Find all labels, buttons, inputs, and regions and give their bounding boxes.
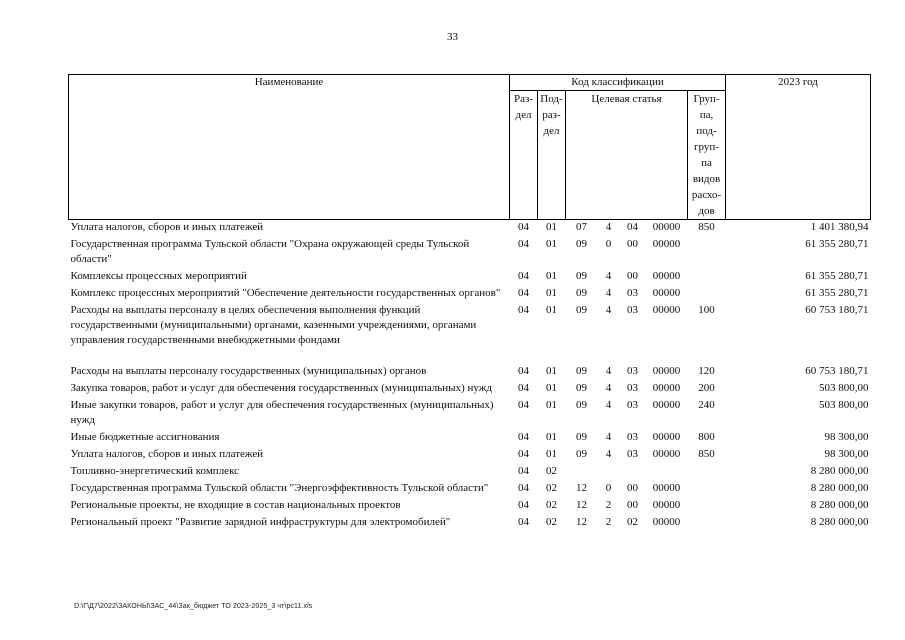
row-target-sub [620, 464, 646, 481]
row-podrazdel: 02 [546, 499, 557, 511]
row-target-sub: 00 [627, 499, 638, 511]
row-name: Государственная программа Тульской области "Энергоэффективность Тульской области" [70, 482, 489, 494]
row-target-sub: 03 [627, 365, 638, 377]
row-target-program: 09 [576, 365, 587, 377]
row-target-program [566, 464, 598, 481]
row-razdel: 04 [518, 304, 529, 316]
row-name: Уплата налогов, сборов и иных платежей [69, 220, 510, 238]
row-podrazdel: 02 [546, 516, 557, 528]
row-target-program: 09 [576, 270, 587, 282]
header-razdel: Раз- дел [510, 91, 538, 220]
row-podrazdel: 01 [546, 382, 557, 394]
row-amount: 8 280 000,00 [810, 465, 869, 477]
row-target-type: 4 [605, 304, 612, 316]
row-target-sub: 03 [627, 382, 638, 394]
row-amount: 60 753 180,71 [805, 304, 869, 316]
row-target-program: 09 [576, 382, 587, 394]
table-row [69, 515, 871, 532]
row-expense-group: 200 [698, 382, 715, 394]
row-target-direction: 00000 [652, 482, 681, 494]
row-name: Закупка товаров, работ и услуг для обеспечения государственных (муниципальных) нужд [70, 382, 492, 394]
row-target-program: 09 [576, 287, 587, 299]
row-name: Иные закупки товаров, работ и услуг для обеспечения государственных (муниципальных) нужд [70, 399, 494, 426]
table-row [69, 481, 871, 498]
row-target-type: 4 [598, 220, 620, 238]
row-podrazdel: 02 [546, 482, 557, 494]
row-expense-group [688, 237, 726, 269]
table-row [69, 286, 871, 303]
row-target-type: 2 [605, 499, 612, 511]
row-razdel: 04 [518, 482, 529, 494]
row-expense-group: 240 [698, 399, 715, 411]
row-target-type: 4 [605, 431, 612, 443]
table-row [69, 430, 871, 447]
row-target-direction: 00000 [652, 431, 681, 443]
row-target-program: 07 [566, 220, 598, 238]
row-amount: 98 300,00 [824, 431, 869, 443]
row-amount: 8 280 000,00 [810, 499, 869, 511]
row-name: Топливно-энергетический комплекс [70, 465, 240, 477]
header-code-group: Код классификации [510, 75, 726, 91]
row-name: Иные бюджетные ассигнования [70, 431, 220, 443]
table-row [69, 220, 871, 238]
row-target-direction [646, 464, 688, 481]
row-target-type: 4 [605, 399, 612, 411]
row-expense-group: 100 [698, 304, 715, 316]
row-target-direction: 00000 [652, 516, 681, 528]
row-name: Расходы на выплаты персоналу государственных (муниципальных) органов [70, 365, 427, 377]
row-expense-group [688, 286, 726, 303]
row-amount: 1 401 380,94 [726, 220, 871, 238]
row-target-sub: 00 [627, 270, 638, 282]
row-target-sub: 00 [627, 482, 638, 494]
row-target-type: 4 [605, 365, 612, 377]
header-target-article: Целевая статья [566, 91, 688, 220]
row-target-sub: 00 [627, 238, 638, 250]
row-amount: 60 753 180,71 [805, 365, 869, 377]
row-name: Уплата налогов, сборов и иных платежей [70, 448, 264, 460]
row-target-program: 09 [576, 399, 587, 411]
row-target-type: 4 [605, 448, 612, 460]
row-amount: 503 800,00 [819, 399, 869, 411]
page-number: 33 [447, 31, 458, 43]
table-row [69, 498, 871, 515]
table-row [69, 364, 871, 381]
row-target-program: 12 [576, 499, 587, 511]
row-podrazdel: 01 [538, 220, 566, 238]
row-target-type: 4 [605, 382, 612, 394]
header-name: Наименование [69, 75, 510, 220]
row-name: Расходы на выплаты персоналу в целях обеспечения выполнения функций государственными (муниципальными) органами, казенными учреждениями, органами управления государственными внебюджетными фондами [70, 304, 477, 346]
row-name: Комплекс процессных мероприятий "Обеспечение деятельности государственных органов" [70, 287, 501, 299]
row-expense-group [688, 464, 726, 481]
row-target-direction: 00000 [652, 399, 681, 411]
row-podrazdel: 02 [546, 465, 557, 477]
row-podrazdel: 01 [546, 448, 557, 460]
row-amount: 503 800,00 [819, 382, 869, 394]
row-target-program: 12 [576, 482, 587, 494]
row-target-sub: 03 [627, 287, 638, 299]
row-target-sub: 04 [620, 220, 646, 238]
row-target-direction: 00000 [652, 365, 681, 377]
row-amount: 61 355 280,71 [805, 287, 869, 299]
row-podrazdel: 01 [546, 238, 557, 250]
row-target-direction: 00000 [652, 448, 681, 460]
row-razdel: 04 [510, 220, 538, 238]
table-row [69, 381, 871, 398]
header-year: 2023 год [726, 75, 871, 220]
row-podrazdel: 01 [546, 431, 557, 443]
row-target-sub: 03 [627, 304, 638, 316]
row-razdel: 04 [518, 287, 529, 299]
row-razdel: 04 [518, 499, 529, 511]
row-target-program: 09 [576, 304, 587, 316]
budget-table [68, 74, 871, 532]
table-row [69, 303, 871, 364]
row-expense-group [688, 269, 726, 286]
row-target-type: 4 [605, 270, 612, 282]
row-podrazdel: 01 [546, 399, 557, 411]
table-row [69, 237, 871, 269]
table-row [69, 398, 871, 430]
header-podrazdel: Под- раз- дел [538, 91, 566, 220]
row-razdel: 04 [518, 448, 529, 460]
row-target-type: 0 [605, 482, 612, 494]
table-row [69, 269, 871, 286]
row-expense-group [688, 498, 726, 515]
row-podrazdel: 01 [546, 365, 557, 377]
row-razdel: 04 [518, 365, 529, 377]
row-razdel: 04 [518, 516, 529, 528]
table-row [69, 447, 871, 464]
row-target-sub: 03 [627, 399, 638, 411]
row-target-sub: 02 [627, 516, 638, 528]
row-amount: 61 355 280,71 [805, 238, 869, 250]
row-target-direction: 00000 [652, 382, 681, 394]
row-name: Государственная программа Тульской области "Охрана окружающей среды Тульской области" [70, 238, 470, 265]
row-target-sub: 03 [627, 448, 638, 460]
row-target-direction: 00000 [652, 304, 681, 316]
row-target-type: 2 [605, 516, 612, 528]
row-amount: 98 300,00 [824, 448, 869, 460]
row-razdel: 04 [518, 270, 529, 282]
row-expense-group: 850 [688, 220, 726, 238]
row-target-direction: 00000 [646, 220, 688, 238]
row-target-program: 12 [576, 516, 587, 528]
row-expense-group: 120 [698, 365, 715, 377]
row-podrazdel: 01 [546, 304, 557, 316]
row-expense-group: 850 [698, 448, 715, 460]
row-amount: 8 280 000,00 [810, 482, 869, 494]
row-amount: 61 355 280,71 [805, 270, 869, 282]
row-razdel: 04 [518, 465, 529, 477]
row-name: Региональный проект "Развитие зарядной инфраструктуры для электромобилей" [70, 516, 451, 528]
row-target-sub: 03 [627, 431, 638, 443]
row-expense-group: 800 [698, 431, 715, 443]
row-name: Комплексы процессных мероприятий [70, 270, 247, 282]
row-target-program: 09 [576, 431, 587, 443]
row-podrazdel: 01 [546, 287, 557, 299]
row-name: Региональные проекты, не входящие в состав национальных проектов [70, 499, 401, 511]
row-amount: 8 280 000,00 [810, 516, 869, 528]
row-target-direction: 00000 [652, 238, 681, 250]
row-podrazdel: 01 [546, 270, 557, 282]
row-target-program: 09 [576, 238, 587, 250]
row-razdel: 04 [518, 382, 529, 394]
row-target-type [598, 464, 620, 481]
header-expense-group: Груп- па, под- груп- па видов расхо- дов [688, 91, 726, 220]
row-target-type: 4 [605, 287, 612, 299]
row-target-program: 09 [576, 448, 587, 460]
row-target-direction: 00000 [652, 287, 681, 299]
row-target-type: 0 [605, 238, 612, 250]
row-razdel: 04 [518, 238, 529, 250]
table-row [69, 464, 871, 481]
row-razdel: 04 [518, 431, 529, 443]
row-razdel: 04 [518, 399, 529, 411]
row-expense-group [688, 481, 726, 498]
row-target-direction: 00000 [652, 270, 681, 282]
row-expense-group [688, 515, 726, 532]
row-target-direction: 00000 [652, 499, 681, 511]
file-path-footer: D:\Г\Д7\2022\ЗАКОНЫ\ЗАС_44\Зак_бюджет ТО 2023-2025_3 чт\рс11.xls [74, 603, 313, 610]
